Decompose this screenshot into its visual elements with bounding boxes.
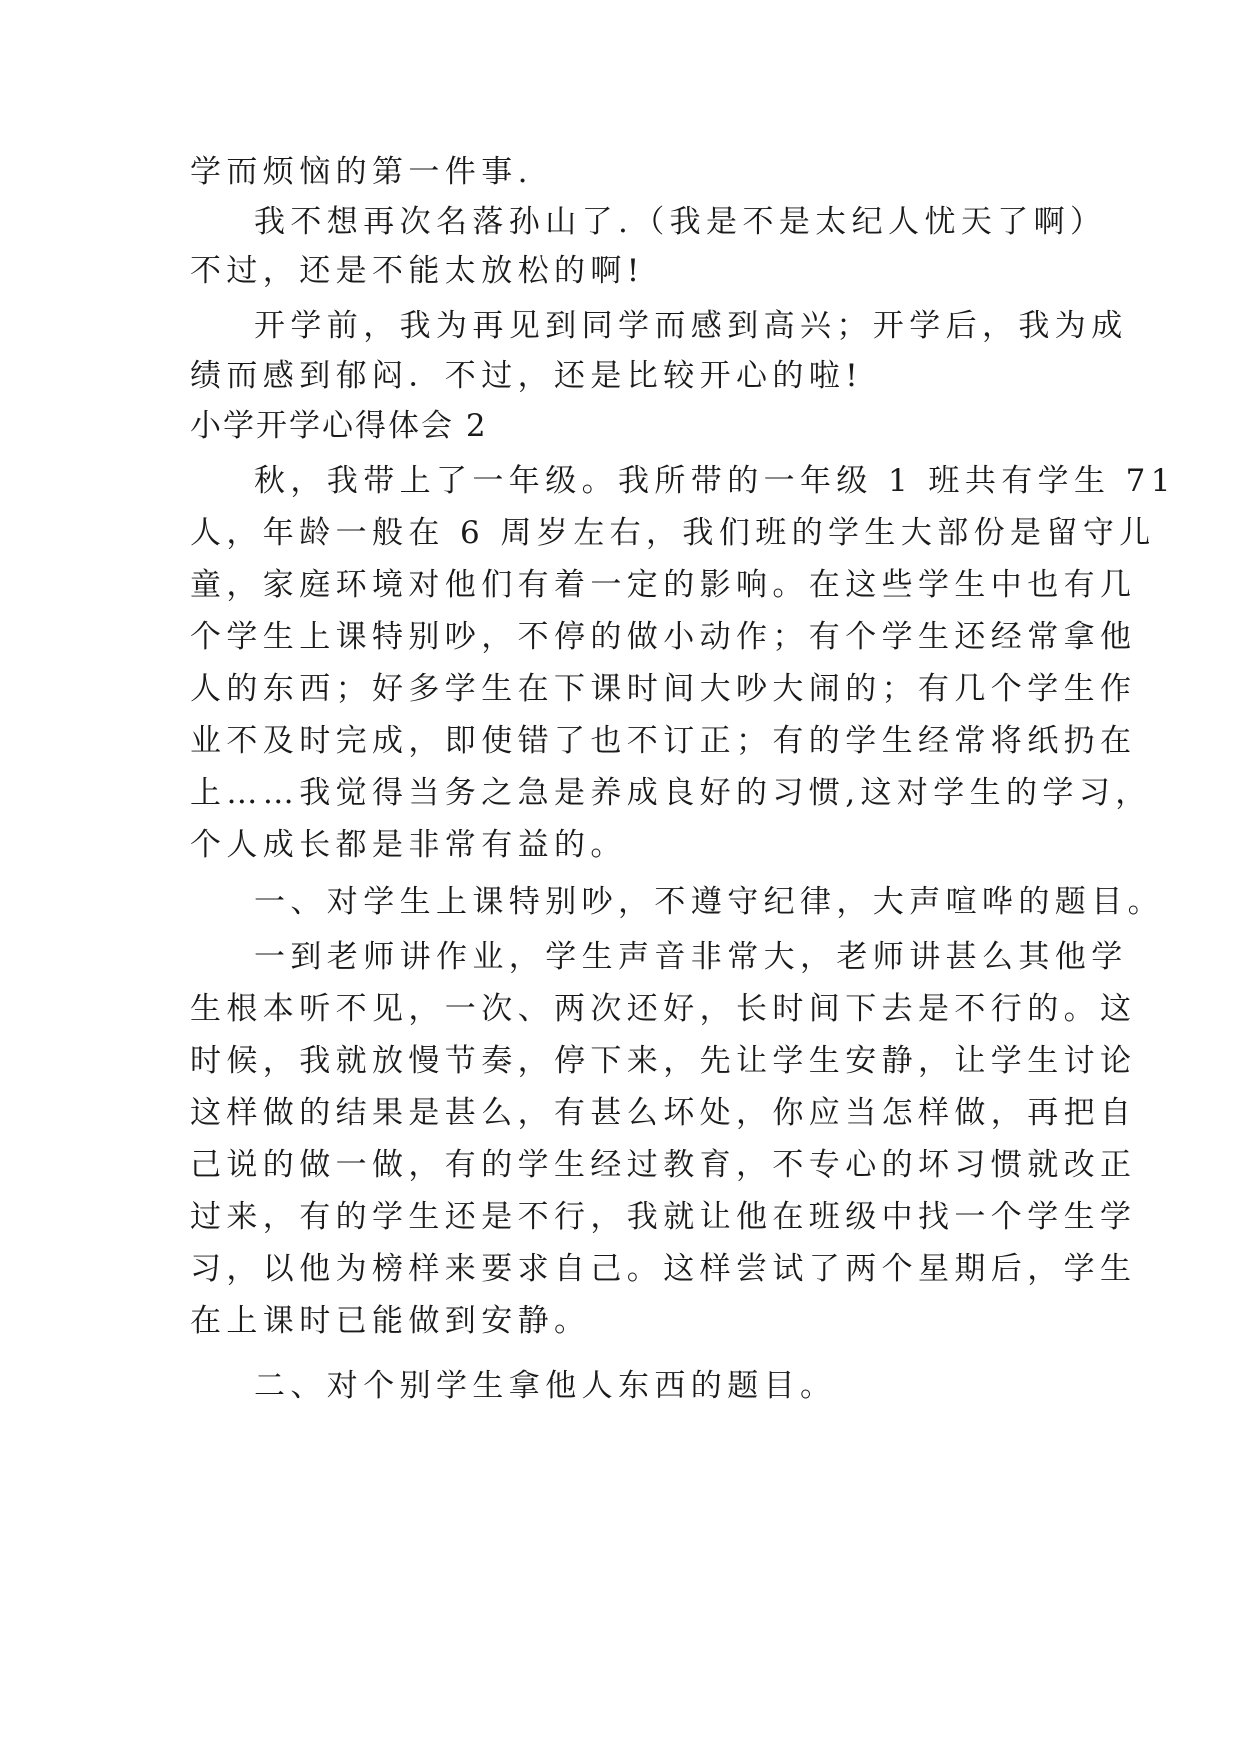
text-line: 人，年龄一般在 6 周岁左右，我们班的学生大部份是留守儿 <box>190 515 1156 551</box>
text-line: 己说的做一做，有的学生经过教育，不专心的坏习惯就改正 <box>190 1147 1137 1183</box>
text-line: 秋，我带上了一年级。我所带的一年级 1 班共有学生 71 <box>254 463 1176 499</box>
text-line: 童，家庭环境对他们有着一定的影响。在这些学生中也有几 <box>190 567 1137 603</box>
text-line: 不过，还是不能太放松的啊! <box>190 253 645 289</box>
text-line: 业不及时完成，即使错了也不订正；有的学生经常将纸扔在 <box>190 723 1137 759</box>
text-line: 习，以他为榜样来要求自己。这样尝试了两个星期后，学生 <box>190 1251 1137 1287</box>
text-line: 开学前，我为再见到同学而感到高兴；开学后，我为成 <box>254 308 1128 344</box>
text-line: 过来，有的学生还是不行，我就让他在班级中找一个学生学 <box>190 1199 1137 1235</box>
text-line: 二、对个别学生拿他人东西的题目。 <box>254 1368 837 1404</box>
text-line: 在上课时已能做到安静。 <box>190 1303 591 1339</box>
section-heading: 小学开学心得体会 2 <box>190 408 488 444</box>
text-line: 一到老师讲作业，学生声音非常大，老师讲甚么其他学 <box>254 939 1128 975</box>
text-line: 人的东西；好多学生在下课时间大吵大闹的；有几个学生作 <box>190 671 1137 707</box>
text-line: 个学生上课特别吵，不停的做小动作；有个学生还经常拿他 <box>190 619 1137 655</box>
text-line: 我不想再次名落孙山了.（我是不是太纪人忧天了啊） <box>254 204 1107 240</box>
text-line: 上……我觉得当务之急是养成良好的习惯,这对学生的学习， <box>190 775 1152 811</box>
text-line: 一、对学生上课特别吵，不遵守纪律，大声喧哗的题目。 <box>254 884 1164 920</box>
text-line: 生根本听不见，一次、两次还好，长时间下去是不行的。这 <box>190 991 1137 1027</box>
text-line: 个人成长都是非常有益的。 <box>190 827 627 863</box>
text-line: 时候，我就放慢节奏，停下来，先让学生安静，让学生讨论 <box>190 1043 1137 1079</box>
text-line: 绩而感到郁闷．不过，还是比较开心的啦! <box>190 358 864 394</box>
text-line: 这样做的结果是甚么，有甚么坏处，你应当怎样做，再把自 <box>190 1095 1137 1131</box>
text-line: 学而烦恼的第一件事. <box>190 154 533 190</box>
